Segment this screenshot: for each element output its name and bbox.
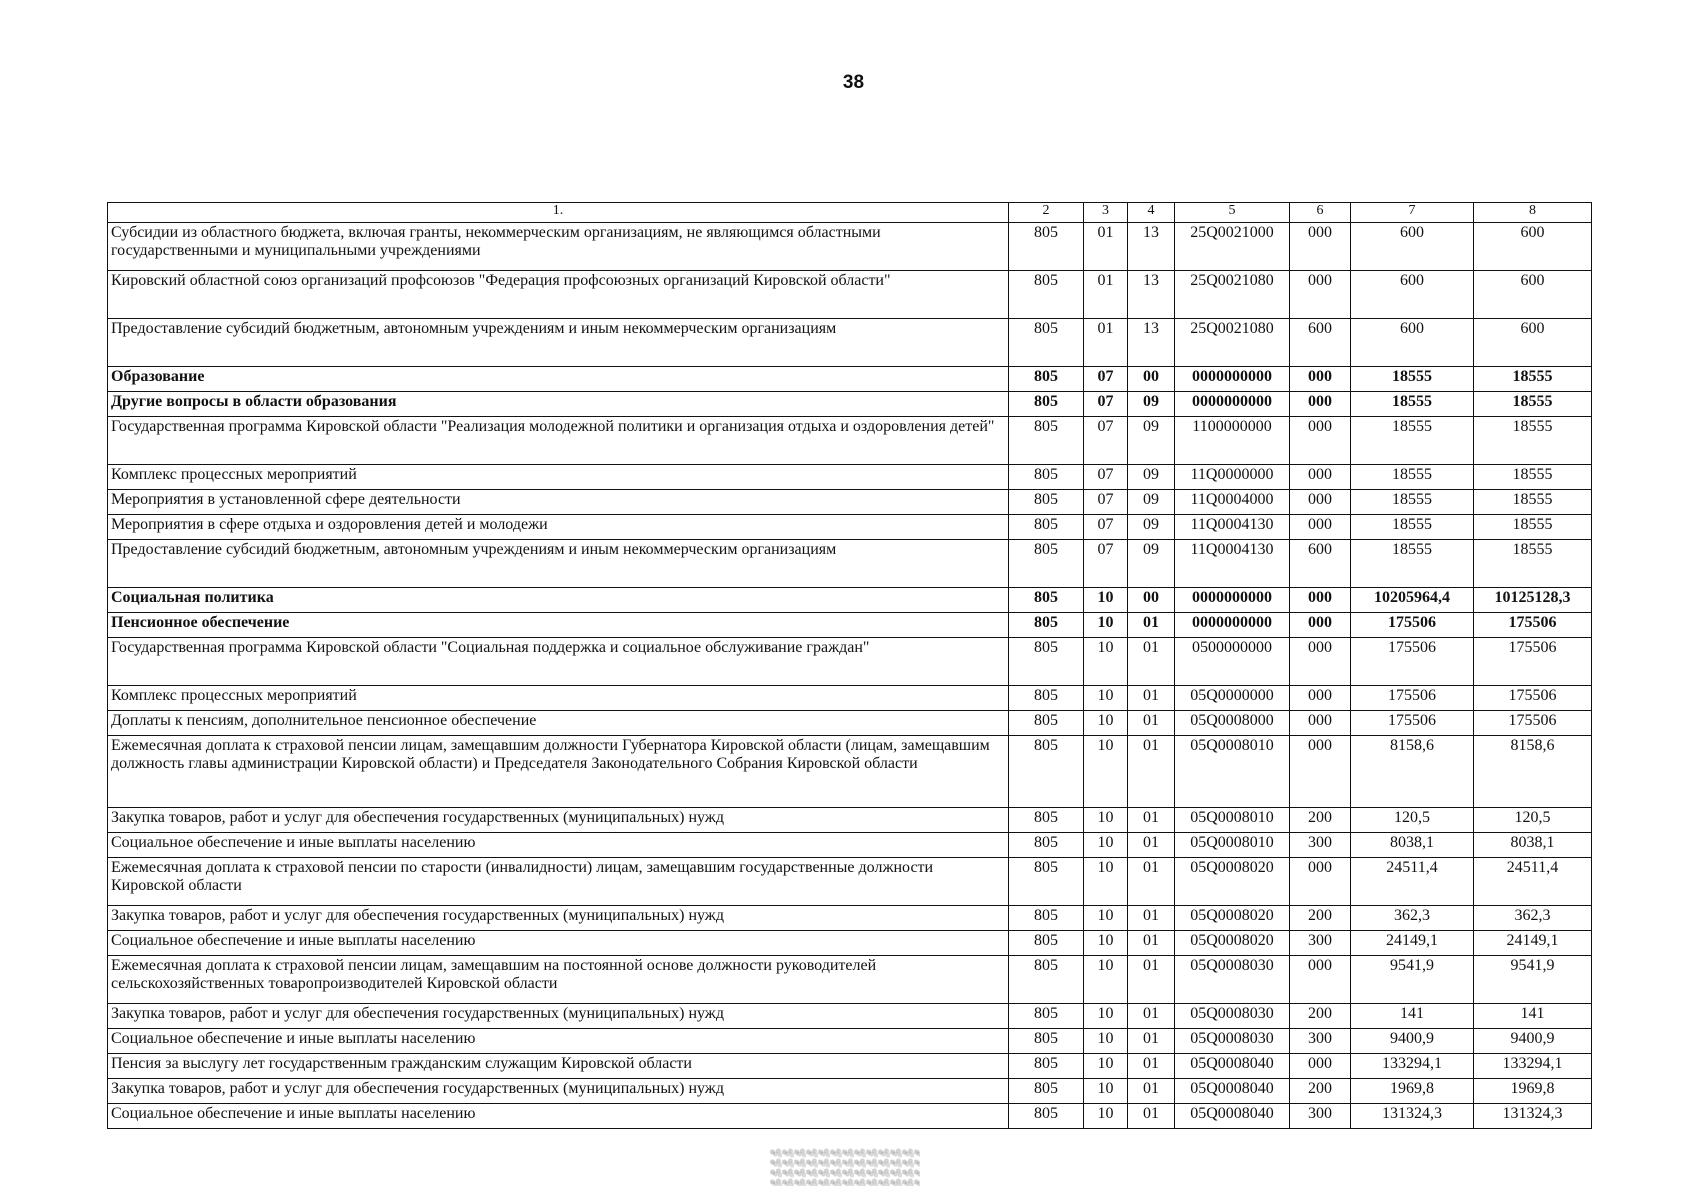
amount-col-8: 24511,4 xyxy=(1474,858,1592,906)
target-article-code: 05Q0008020 xyxy=(1175,858,1290,906)
amount-col-8: 362,3 xyxy=(1474,906,1592,931)
subsection-code: 00 xyxy=(1128,367,1175,392)
row-name: Другие вопросы в области образования xyxy=(108,392,1009,417)
row-name: Социальное обеспечение и иные выплаты населению xyxy=(108,931,1009,956)
amount-col-8: 120,5 xyxy=(1474,808,1592,833)
table-row xyxy=(108,833,1592,858)
subsection-code: 01 xyxy=(1128,1054,1175,1079)
department-code: 805 xyxy=(1009,223,1084,271)
expense-type-code: 600 xyxy=(1290,540,1351,588)
target-article-code: 0000000000 xyxy=(1175,613,1290,638)
amount-col-7: 175506 xyxy=(1351,711,1474,736)
amount-col-7: 175506 xyxy=(1351,686,1474,711)
section-code: 10 xyxy=(1084,686,1128,711)
amount-col-7: 18555 xyxy=(1351,367,1474,392)
target-article-code: 05Q0008040 xyxy=(1175,1054,1290,1079)
amount-col-8: 9541,9 xyxy=(1474,956,1592,1004)
expense-type-code: 000 xyxy=(1290,392,1351,417)
amount-col-8: 175506 xyxy=(1474,613,1592,638)
amount-col-8: 131324,3 xyxy=(1474,1104,1592,1129)
amount-col-8: 600 xyxy=(1474,271,1592,319)
section-code: 10 xyxy=(1084,858,1128,906)
section-code: 07 xyxy=(1084,465,1128,490)
table-row xyxy=(108,588,1592,613)
row-name: Комплекс процессных мероприятий xyxy=(108,465,1009,490)
amount-col-7: 362,3 xyxy=(1351,906,1474,931)
row-name: Пенсия за выслугу лет государственным гражданским служащим Кировской области xyxy=(108,1054,1009,1079)
row-name: Мероприятия в сфере отдыха и оздоровления детей и молодежи xyxy=(108,515,1009,540)
target-article-code: 11Q0004130 xyxy=(1175,515,1290,540)
row-name: Закупка товаров, работ и услуг для обеспечения государственных (муниципальных) нужд xyxy=(108,1079,1009,1104)
amount-col-7: 133294,1 xyxy=(1351,1054,1474,1079)
department-code: 805 xyxy=(1009,271,1084,319)
section-code: 10 xyxy=(1084,1029,1128,1054)
section-code: 10 xyxy=(1084,711,1128,736)
amount-col-7: 18555 xyxy=(1351,392,1474,417)
amount-col-7: 24149,1 xyxy=(1351,931,1474,956)
subsection-code: 01 xyxy=(1128,833,1175,858)
amount-col-8: 18555 xyxy=(1474,367,1592,392)
target-article-code: 05Q0008040 xyxy=(1175,1079,1290,1104)
row-name: Субсидии из областного бюджета, включая гранты, некоммерческим организациям, не являющимся областными государственными и муниципальными учреждениями xyxy=(108,223,1009,271)
section-code: 10 xyxy=(1084,956,1128,1004)
amount-col-7: 18555 xyxy=(1351,417,1474,465)
subsection-code: 01 xyxy=(1128,1104,1175,1129)
expense-type-code: 000 xyxy=(1290,490,1351,515)
subsection-code: 13 xyxy=(1128,319,1175,367)
row-name: Социальное обеспечение и иные выплаты населению xyxy=(108,833,1009,858)
expense-type-code: 200 xyxy=(1290,1079,1351,1104)
amount-col-8: 175506 xyxy=(1474,638,1592,686)
row-name: Предоставление субсидий бюджетным, автономным учреждениям и иным некоммерческим организациям xyxy=(108,319,1009,367)
subsection-code: 01 xyxy=(1128,1029,1175,1054)
subsection-code: 00 xyxy=(1128,588,1175,613)
department-code: 805 xyxy=(1009,490,1084,515)
department-code: 805 xyxy=(1009,1004,1084,1029)
table-row xyxy=(108,417,1592,465)
target-article-code: 25Q0021000 xyxy=(1175,223,1290,271)
expense-type-code: 000 xyxy=(1290,223,1351,271)
amount-col-8: 9400,9 xyxy=(1474,1029,1592,1054)
amount-col-7: 600 xyxy=(1351,223,1474,271)
column-header-5: 5 xyxy=(1175,203,1290,223)
amount-col-8: 18555 xyxy=(1474,417,1592,465)
target-article-code: 05Q0008000 xyxy=(1175,711,1290,736)
expense-type-code: 000 xyxy=(1290,956,1351,1004)
row-name: Комплекс процессных мероприятий xyxy=(108,686,1009,711)
department-code: 805 xyxy=(1009,1029,1084,1054)
table-row xyxy=(108,223,1592,271)
section-code: 10 xyxy=(1084,931,1128,956)
department-code: 805 xyxy=(1009,906,1084,931)
expense-type-code: 000 xyxy=(1290,736,1351,808)
expense-type-code: 000 xyxy=(1290,465,1351,490)
amount-col-7: 600 xyxy=(1351,271,1474,319)
table-row xyxy=(108,540,1592,588)
table-row xyxy=(108,931,1592,956)
column-header-6: 6 xyxy=(1290,203,1351,223)
section-code: 10 xyxy=(1084,1104,1128,1129)
table-row xyxy=(108,490,1592,515)
table-row xyxy=(108,319,1592,367)
row-name: Ежемесячная доплата к страховой пенсии лицам, замещавшим на постоянной основе должности руководителей сельскохозяйственных товаропроизводителей Кировской области xyxy=(108,956,1009,1004)
row-name: Закупка товаров, работ и услуг для обеспечения государственных (муниципальных) нужд xyxy=(108,1004,1009,1029)
target-article-code: 05Q0008020 xyxy=(1175,931,1290,956)
table-row xyxy=(108,613,1592,638)
table-row xyxy=(108,1029,1592,1054)
amount-col-7: 8038,1 xyxy=(1351,833,1474,858)
target-article-code: 11Q0004000 xyxy=(1175,490,1290,515)
row-name: Социальная политика xyxy=(108,588,1009,613)
table-row xyxy=(108,956,1592,1004)
target-article-code: 0500000000 xyxy=(1175,638,1290,686)
amount-col-7: 18555 xyxy=(1351,465,1474,490)
subsection-code: 01 xyxy=(1128,808,1175,833)
department-code: 805 xyxy=(1009,736,1084,808)
department-code: 805 xyxy=(1009,686,1084,711)
target-article-code: 05Q0008040 xyxy=(1175,1104,1290,1129)
department-code: 805 xyxy=(1009,638,1084,686)
subsection-code: 09 xyxy=(1128,515,1175,540)
expense-type-code: 300 xyxy=(1290,1029,1351,1054)
amount-col-8: 1969,8 xyxy=(1474,1079,1592,1104)
section-code: 10 xyxy=(1084,906,1128,931)
department-code: 805 xyxy=(1009,858,1084,906)
expense-type-code: 200 xyxy=(1290,808,1351,833)
row-name: Пенсионное обеспечение xyxy=(108,613,1009,638)
table-row xyxy=(108,858,1592,906)
scan-artifact xyxy=(770,1148,920,1186)
section-code: 01 xyxy=(1084,271,1128,319)
subsection-code: 13 xyxy=(1128,271,1175,319)
department-code: 805 xyxy=(1009,367,1084,392)
expense-type-code: 300 xyxy=(1290,1104,1351,1129)
row-name: Мероприятия в установленной сфере деятельности xyxy=(108,490,1009,515)
target-article-code: 0000000000 xyxy=(1175,367,1290,392)
department-code: 805 xyxy=(1009,833,1084,858)
row-name: Образование xyxy=(108,367,1009,392)
expense-type-code: 000 xyxy=(1290,686,1351,711)
subsection-code: 01 xyxy=(1128,931,1175,956)
department-code: 805 xyxy=(1009,613,1084,638)
section-code: 10 xyxy=(1084,736,1128,808)
amount-col-8: 175506 xyxy=(1474,686,1592,711)
table-row xyxy=(108,1054,1592,1079)
row-name: Предоставление субсидий бюджетным, автономным учреждениям и иным некоммерческим организациям xyxy=(108,540,1009,588)
section-code: 10 xyxy=(1084,613,1128,638)
amount-col-8: 141 xyxy=(1474,1004,1592,1029)
amount-col-7: 18555 xyxy=(1351,515,1474,540)
row-name: Ежемесячная доплата к страховой пенсии по старости (инвалидности) лицам, замещавшим государственные должности Кировской области xyxy=(108,858,1009,906)
subsection-code: 09 xyxy=(1128,417,1175,465)
column-header-3: 3 xyxy=(1084,203,1128,223)
section-code: 10 xyxy=(1084,808,1128,833)
expense-type-code: 000 xyxy=(1290,858,1351,906)
column-header-1: 1. xyxy=(108,203,1009,223)
department-code: 805 xyxy=(1009,515,1084,540)
amount-col-8: 10125128,3 xyxy=(1474,588,1592,613)
amount-col-7: 120,5 xyxy=(1351,808,1474,833)
row-name: Социальное обеспечение и иные выплаты населению xyxy=(108,1104,1009,1129)
table-row xyxy=(108,686,1592,711)
page-number: 38 xyxy=(842,72,865,93)
amount-col-7: 1969,8 xyxy=(1351,1079,1474,1104)
expense-type-code: 000 xyxy=(1290,417,1351,465)
amount-col-8: 600 xyxy=(1474,223,1592,271)
target-article-code: 05Q0008030 xyxy=(1175,956,1290,1004)
department-code: 805 xyxy=(1009,808,1084,833)
amount-col-7: 24511,4 xyxy=(1351,858,1474,906)
column-header-8: 8 xyxy=(1474,203,1592,223)
table-row xyxy=(108,1079,1592,1104)
target-article-code: 05Q0008010 xyxy=(1175,736,1290,808)
amount-col-7: 18555 xyxy=(1351,490,1474,515)
table-row xyxy=(108,367,1592,392)
amount-col-8: 175506 xyxy=(1474,711,1592,736)
amount-col-7: 8158,6 xyxy=(1351,736,1474,808)
subsection-code: 01 xyxy=(1128,686,1175,711)
amount-col-8: 18555 xyxy=(1474,515,1592,540)
table-row xyxy=(108,271,1592,319)
department-code: 805 xyxy=(1009,319,1084,367)
section-code: 07 xyxy=(1084,417,1128,465)
table-row xyxy=(108,808,1592,833)
target-article-code: 1100000000 xyxy=(1175,417,1290,465)
row-name: Государственная программа Кировской области "Реализация молодежной политики и организация отдыха и оздоровления детей" xyxy=(108,417,1009,465)
expense-type-code: 300 xyxy=(1290,833,1351,858)
section-code: 10 xyxy=(1084,1004,1128,1029)
section-code: 07 xyxy=(1084,392,1128,417)
amount-col-8: 18555 xyxy=(1474,490,1592,515)
department-code: 805 xyxy=(1009,956,1084,1004)
section-code: 10 xyxy=(1084,1079,1128,1104)
target-article-code: 11Q0000000 xyxy=(1175,465,1290,490)
expense-type-code: 000 xyxy=(1290,613,1351,638)
section-code: 10 xyxy=(1084,1054,1128,1079)
subsection-code: 09 xyxy=(1128,392,1175,417)
target-article-code: 05Q0008010 xyxy=(1175,808,1290,833)
department-code: 805 xyxy=(1009,1104,1084,1129)
amount-col-7: 175506 xyxy=(1351,613,1474,638)
subsection-code: 01 xyxy=(1128,613,1175,638)
expense-type-code: 300 xyxy=(1290,931,1351,956)
table-row xyxy=(108,1004,1592,1029)
table-row xyxy=(108,638,1592,686)
expense-type-code: 000 xyxy=(1290,711,1351,736)
amount-col-7: 131324,3 xyxy=(1351,1104,1474,1129)
department-code: 805 xyxy=(1009,588,1084,613)
subsection-code: 01 xyxy=(1128,906,1175,931)
amount-col-7: 9541,9 xyxy=(1351,956,1474,1004)
expense-type-code: 000 xyxy=(1290,588,1351,613)
section-code: 10 xyxy=(1084,638,1128,686)
target-article-code: 25Q0021080 xyxy=(1175,319,1290,367)
subsection-code: 09 xyxy=(1128,465,1175,490)
amount-col-7: 18555 xyxy=(1351,540,1474,588)
department-code: 805 xyxy=(1009,465,1084,490)
amount-col-8: 18555 xyxy=(1474,540,1592,588)
department-code: 805 xyxy=(1009,711,1084,736)
expense-type-code: 200 xyxy=(1290,1004,1351,1029)
subsection-code: 01 xyxy=(1128,638,1175,686)
subsection-code: 01 xyxy=(1128,1079,1175,1104)
row-name: Закупка товаров, работ и услуг для обеспечения государственных (муниципальных) нужд xyxy=(108,906,1009,931)
target-article-code: 05Q0008030 xyxy=(1175,1029,1290,1054)
row-name: Кировский областной союз организаций профсоюзов "Федерация профсоюзных организаций Кировской области" xyxy=(108,271,1009,319)
target-article-code: 0000000000 xyxy=(1175,588,1290,613)
table-row xyxy=(108,906,1592,931)
target-article-code: 0000000000 xyxy=(1175,392,1290,417)
department-code: 805 xyxy=(1009,417,1084,465)
section-code: 01 xyxy=(1084,319,1128,367)
amount-col-8: 18555 xyxy=(1474,392,1592,417)
table-row xyxy=(108,392,1592,417)
department-code: 805 xyxy=(1009,540,1084,588)
column-header-7: 7 xyxy=(1351,203,1474,223)
target-article-code: 05Q0008020 xyxy=(1175,906,1290,931)
expense-type-code: 000 xyxy=(1290,515,1351,540)
section-code: 07 xyxy=(1084,367,1128,392)
amount-col-8: 24149,1 xyxy=(1474,931,1592,956)
row-name: Доплаты к пенсиям, дополнительное пенсионное обеспечение xyxy=(108,711,1009,736)
column-header-4: 4 xyxy=(1128,203,1175,223)
table-row xyxy=(108,515,1592,540)
amount-col-8: 600 xyxy=(1474,319,1592,367)
target-article-code: 11Q0004130 xyxy=(1175,540,1290,588)
amount-col-7: 600 xyxy=(1351,319,1474,367)
target-article-code: 05Q0008030 xyxy=(1175,1004,1290,1029)
subsection-code: 01 xyxy=(1128,736,1175,808)
subsection-code: 13 xyxy=(1128,223,1175,271)
table-row xyxy=(108,711,1592,736)
subsection-code: 09 xyxy=(1128,540,1175,588)
amount-col-8: 18555 xyxy=(1474,465,1592,490)
expense-type-code: 000 xyxy=(1290,1054,1351,1079)
expense-type-code: 600 xyxy=(1290,319,1351,367)
department-code: 805 xyxy=(1009,931,1084,956)
section-code: 07 xyxy=(1084,540,1128,588)
section-code: 07 xyxy=(1084,490,1128,515)
expense-type-code: 200 xyxy=(1290,906,1351,931)
amount-col-8: 8158,6 xyxy=(1474,736,1592,808)
department-code: 805 xyxy=(1009,1079,1084,1104)
target-article-code: 25Q0021080 xyxy=(1175,271,1290,319)
table-row xyxy=(108,736,1592,808)
subsection-code: 01 xyxy=(1128,1004,1175,1029)
target-article-code: 05Q0008010 xyxy=(1175,833,1290,858)
column-header-2: 2 xyxy=(1009,203,1084,223)
amount-col-7: 10205964,4 xyxy=(1351,588,1474,613)
expense-type-code: 000 xyxy=(1290,638,1351,686)
subsection-code: 01 xyxy=(1128,858,1175,906)
section-code: 01 xyxy=(1084,223,1128,271)
expense-type-code: 000 xyxy=(1290,271,1351,319)
amount-col-7: 175506 xyxy=(1351,638,1474,686)
table-row xyxy=(108,465,1592,490)
section-code: 10 xyxy=(1084,833,1128,858)
subsection-code: 01 xyxy=(1128,711,1175,736)
table-row xyxy=(108,1104,1592,1129)
row-name: Государственная программа Кировской области "Социальная поддержка и социальное обслуживание граждан" xyxy=(108,638,1009,686)
row-name: Социальное обеспечение и иные выплаты населению xyxy=(108,1029,1009,1054)
section-code: 07 xyxy=(1084,515,1128,540)
row-name: Ежемесячная доплата к страховой пенсии лицам, замещавшим должности Губернатора Кировской области (лицам, замещавшим должность главы администрации Кировской области) и Председателя Законодательного Собрания Кировской области xyxy=(108,736,1009,808)
section-code: 10 xyxy=(1084,588,1128,613)
department-code: 805 xyxy=(1009,392,1084,417)
amount-col-7: 9400,9 xyxy=(1351,1029,1474,1054)
amount-col-8: 133294,1 xyxy=(1474,1054,1592,1079)
subsection-code: 09 xyxy=(1128,490,1175,515)
target-article-code: 05Q0000000 xyxy=(1175,686,1290,711)
expense-type-code: 000 xyxy=(1290,367,1351,392)
row-name: Закупка товаров, работ и услуг для обеспечения государственных (муниципальных) нужд xyxy=(108,808,1009,833)
amount-col-8: 8038,1 xyxy=(1474,833,1592,858)
department-code: 805 xyxy=(1009,1054,1084,1079)
table-header-row xyxy=(108,203,1592,223)
budget-table xyxy=(107,202,1592,1129)
subsection-code: 01 xyxy=(1128,956,1175,1004)
amount-col-7: 141 xyxy=(1351,1004,1474,1029)
